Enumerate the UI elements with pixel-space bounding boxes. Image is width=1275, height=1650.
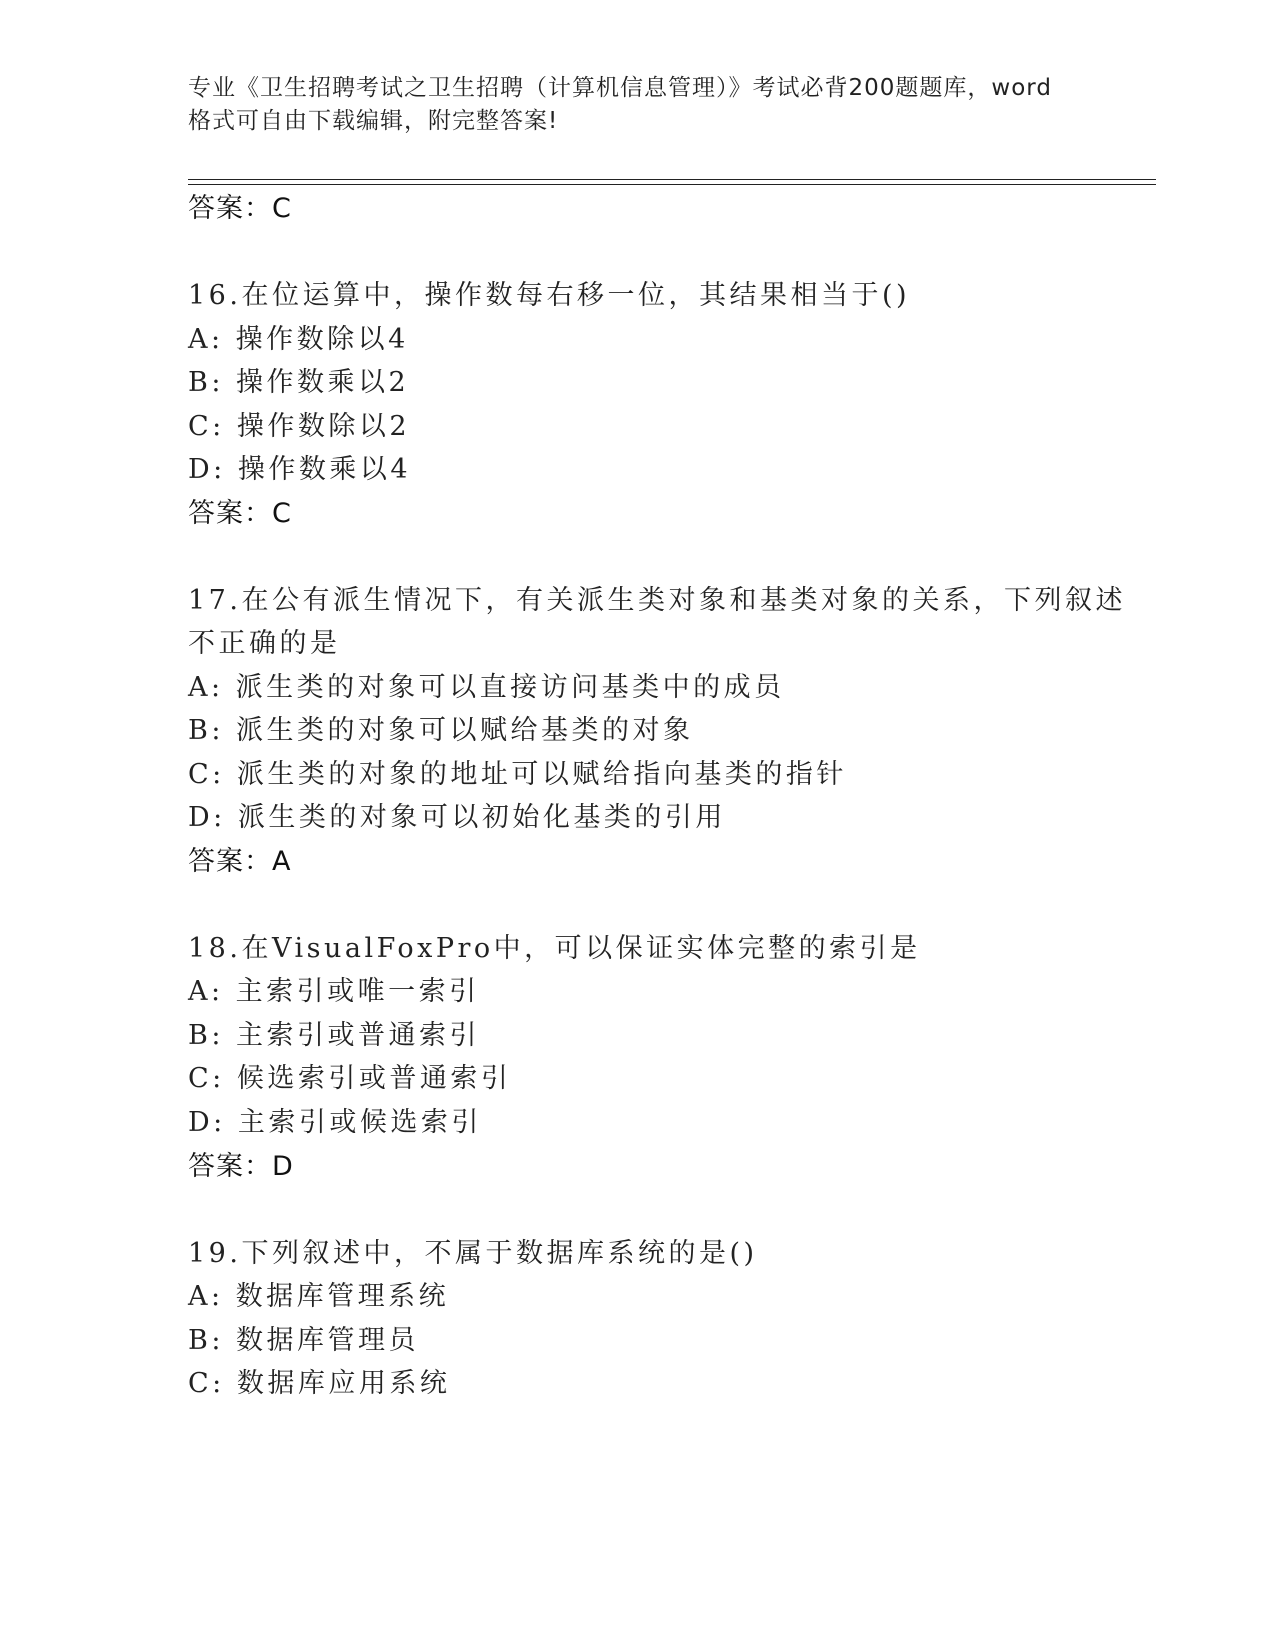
question-17-option-b: B: 派生类的对象可以赋给基类的对象 (188, 715, 694, 746)
question-17-stem-line-1: 17.在公有派生情况下，有关派生类对象和基类对象的关系，下列叙述 (188, 585, 1126, 616)
question-17-option-a: A: 派生类的对象可以直接访问基类中的成员 (188, 672, 785, 703)
question-18-option-a: A: 主索引或唯一索引 (188, 976, 480, 1007)
question-16-option-b: B: 操作数乘以2 (188, 367, 410, 398)
question-18-option-d: D: 主索引或候选索引 (188, 1107, 482, 1138)
question-18-stem: 18.在VisualFoxPro中，可以保证实体完整的索引是 (188, 933, 921, 964)
question-17-answer: 答案：A (188, 846, 292, 877)
header-rule-bottom (188, 184, 1156, 185)
question-19-stem: 19.下列叙述中，不属于数据库系统的是() (188, 1238, 758, 1269)
question-16-answer: 答案：C (188, 498, 292, 529)
question-19-option-c: C: 数据库应用系统 (188, 1368, 451, 1399)
header-line-1: 专业《卫生招聘考试之卫生招聘（计算机信息管理）》考试必背200题题库，word (188, 75, 1052, 101)
question-18-option-c: C: 候选索引或普通索引 (188, 1063, 512, 1094)
question-19-option-a: A: 数据库管理系统 (188, 1281, 450, 1312)
question-18-option-b: B: 主索引或普通索引 (188, 1020, 481, 1051)
document-header (188, 72, 1088, 138)
header-rule-top (188, 179, 1156, 180)
question-16-option-a: A: 操作数除以4 (188, 324, 409, 355)
question-17-stem-line-2: 不正确的是 (188, 628, 341, 659)
question-17-option-c: C: 派生类的对象的地址可以赋给指向基类的指针 (188, 759, 847, 790)
question-16-option-c: C: 操作数除以2 (188, 411, 411, 442)
question-16-stem: 16.在位运算中，操作数每右移一位，其结果相当于() (188, 280, 911, 311)
question-19-option-b: B: 数据库管理员 (188, 1325, 420, 1356)
answer-previous: 答案：C (188, 193, 292, 224)
question-16-option-d: D: 操作数乘以4 (188, 454, 412, 485)
question-17-option-d: D: 派生类的对象可以初始化基类的引用 (188, 802, 726, 833)
header-line-2: 格式可自由下载编辑，附完整答案! (188, 108, 559, 134)
question-18-answer: 答案：D (188, 1151, 294, 1182)
